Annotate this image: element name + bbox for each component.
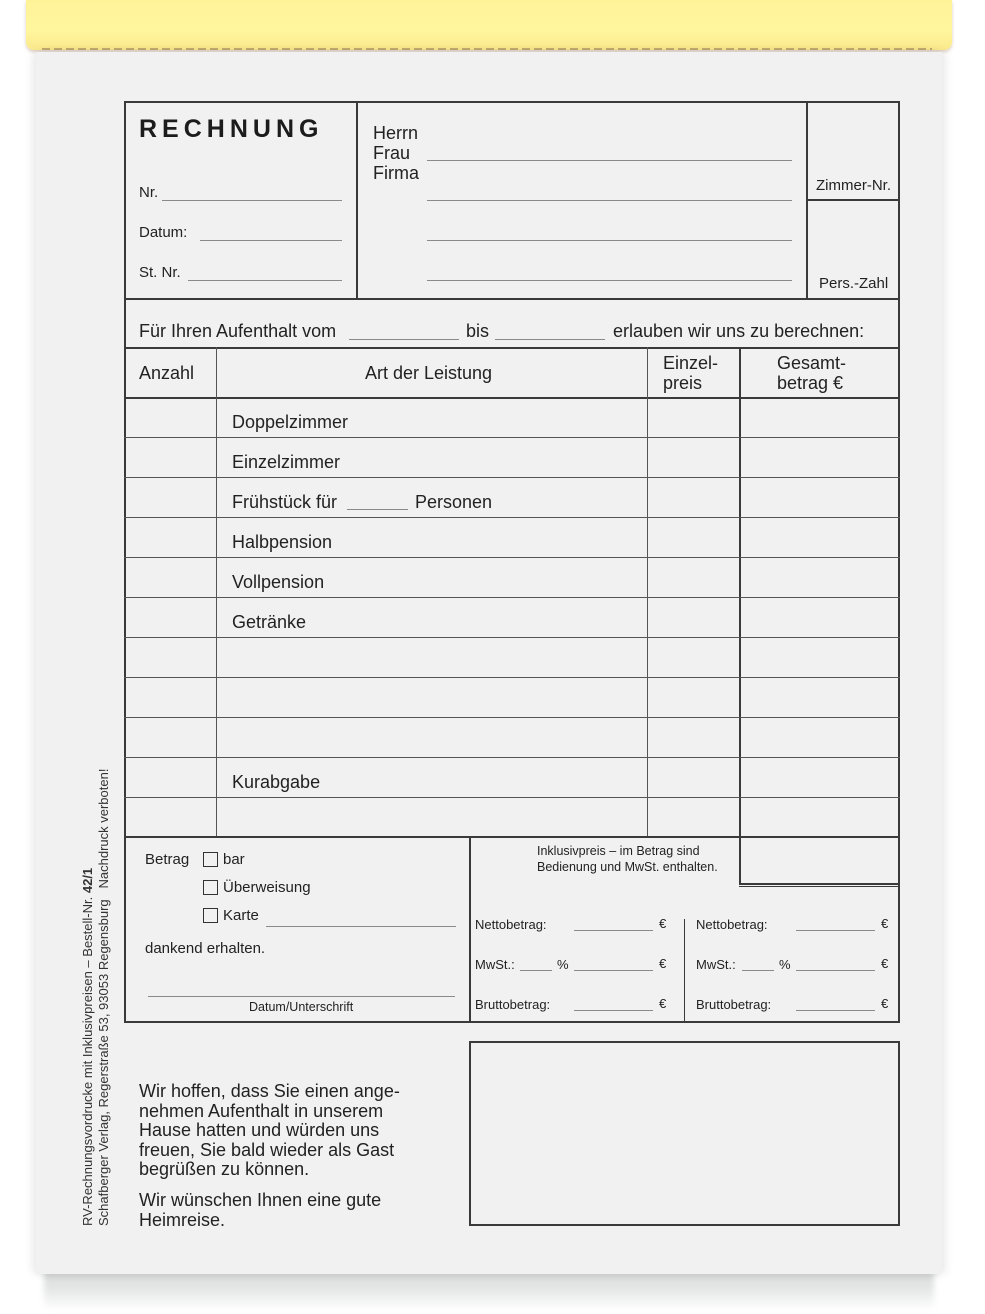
yellow-carbon-copy-sheet: [26, 0, 952, 50]
imprint-line-2: Schafberger Verlag, Regerstraße 53, 93053 Regensburg Nachdruck verboten!: [96, 768, 111, 1226]
table-top: [124, 347, 900, 349]
checkbox-bar[interactable]: [203, 852, 218, 867]
total-box-bottom-1: [739, 883, 900, 885]
mwst-label-right: MwSt.:: [696, 957, 736, 972]
datum-label: Datum:: [139, 224, 188, 241]
imprint-line-1: RV-Rechnungsvordrucke mit Inklusivpreisen – Bestell-Nr. 42/1: [80, 867, 95, 1226]
datum-field[interactable]: [200, 240, 342, 241]
zimmer-nr-label: Zimmer-Nr.: [816, 177, 891, 194]
frame-bottom: [124, 1021, 900, 1023]
invoice-form-page: [36, 52, 942, 1274]
karte-field[interactable]: [266, 926, 456, 927]
row-divider: [124, 477, 900, 478]
col-divider-einzel: [739, 347, 741, 885]
invoice-title: RECHNUNG: [139, 115, 324, 143]
mwst-rate-field-right[interactable]: [742, 970, 774, 971]
salutation-herrn: Herrn: [373, 123, 419, 143]
row-label-personen: Personen: [415, 492, 493, 512]
checkbox-karte[interactable]: [203, 908, 218, 923]
nr-field[interactable]: [162, 200, 342, 201]
header-gesamtbetrag: Gesamt- betrag €: [777, 353, 847, 393]
address-line-3[interactable]: [427, 240, 792, 241]
address-line-2[interactable]: [427, 200, 792, 201]
frame-left: [124, 101, 126, 1023]
breakfast-persons-field[interactable]: [347, 509, 408, 510]
row-divider: [124, 757, 900, 758]
euro-sign: €: [881, 916, 889, 931]
salutation-list: [373, 123, 419, 183]
euro-sign: €: [881, 956, 889, 971]
row-label-fruehstueck: Frühstück für: [232, 492, 338, 512]
euro-sign: €: [659, 956, 667, 971]
total-box-bottom-2: [739, 886, 900, 887]
header-einzelpreis: Einzel- preis: [663, 353, 719, 393]
betrag-label: Betrag: [145, 851, 190, 868]
header-divider-1: [356, 101, 358, 299]
header-bottom: [124, 298, 900, 300]
netto-field-right[interactable]: [796, 930, 875, 931]
salutation-firma: Firma: [373, 163, 419, 183]
brutto-field-right[interactable]: [796, 1010, 875, 1011]
mwst-label-left: MwSt.:: [475, 957, 515, 972]
row-label-getraenke: Getränke: [232, 612, 307, 632]
payment-divider: [469, 837, 471, 1023]
row-label-kurabgabe: Kurabgabe: [232, 772, 321, 792]
row-divider: [124, 637, 900, 638]
header-art-der-leistung: Art der Leistung: [365, 363, 493, 383]
euro-sign: €: [659, 996, 667, 1011]
row-divider: [124, 437, 900, 438]
row-label-vollpension: Vollpension: [232, 572, 325, 592]
row-divider: [124, 557, 900, 558]
row-label-halbpension: Halbpension: [232, 532, 333, 552]
pers-zahl-label: Pers.-Zahl: [819, 275, 889, 292]
brutto-label-left: Bruttobetrag:: [475, 997, 551, 1012]
closing-paragraph-2: Wir wünschen Ihnen eine gute Heimreise.: [139, 1190, 382, 1230]
netto-label-left: Nettobetrag:: [475, 917, 547, 932]
signature-label: Datum/Unterschrift: [249, 1000, 354, 1014]
tax-column-divider: [684, 919, 685, 1023]
col-divider-art: [647, 347, 648, 837]
percent-sign: %: [557, 957, 569, 972]
row-divider: [124, 797, 900, 798]
stay-suffix: erlauben wir uns zu berechnen:: [613, 321, 865, 341]
stay-prefix: Für Ihren Aufenthalt vom: [139, 321, 337, 341]
st-nr-field[interactable]: [188, 280, 342, 281]
stamp-box[interactable]: [469, 1041, 900, 1226]
stay-middle: bis: [466, 321, 490, 341]
euro-sign: €: [881, 996, 889, 1011]
signature-field[interactable]: [148, 996, 455, 997]
netto-label-right: Nettobetrag:: [696, 917, 768, 932]
received-text: dankend erhalten.: [145, 940, 266, 957]
stay-from-field[interactable]: [349, 339, 459, 340]
st-nr-label: St. Nr.: [139, 264, 181, 281]
frame-top: [124, 101, 900, 103]
pad-shadow: [44, 1270, 934, 1310]
perforation-edge: [42, 48, 932, 50]
row-label-doppelzimmer: Doppelzimmer: [232, 412, 349, 432]
col-divider-anzahl: [216, 347, 217, 837]
row-divider: [124, 597, 900, 598]
brutto-label-right: Bruttobetrag:: [696, 997, 772, 1012]
mwst-field-right[interactable]: [796, 970, 875, 971]
mwst-field-left[interactable]: [574, 970, 653, 971]
address-line-4[interactable]: [427, 280, 792, 281]
room-divider: [806, 199, 900, 201]
option-ueberweisung-label: Überweisung: [223, 879, 311, 896]
brutto-field-left[interactable]: [574, 1010, 653, 1011]
table-bottom: [124, 836, 900, 838]
stay-to-field[interactable]: [495, 339, 605, 340]
salutation-frau: Frau: [373, 143, 411, 163]
row-label-einzelzimmer: Einzelzimmer: [232, 452, 341, 472]
table-header-bottom: [124, 397, 900, 399]
inclusive-price-note: Inklusivpreis – im Betrag sind Bedienung und MwSt. enthalten.: [537, 844, 718, 874]
closing-paragraph-1: Wir hoffen, dass Sie einen ange- nehmen Aufenthalt in unserem Hause hatten und würden uns freuen, Sie bald wieder als Gast begrüßen zu können.: [139, 1081, 400, 1179]
percent-sign: %: [779, 957, 791, 972]
euro-sign: €: [659, 916, 667, 931]
nr-label: Nr.: [139, 184, 159, 201]
row-divider: [124, 677, 900, 678]
checkbox-ueberweisung[interactable]: [203, 880, 218, 895]
option-bar-label: bar: [223, 851, 245, 868]
header-anzahl: Anzahl: [139, 363, 195, 383]
row-divider: [124, 717, 900, 718]
netto-field-left[interactable]: [574, 930, 653, 931]
mwst-rate-field-left[interactable]: [520, 970, 552, 971]
option-karte-label: Karte: [223, 907, 259, 924]
row-divider: [124, 517, 900, 518]
address-line-1[interactable]: [427, 160, 792, 161]
